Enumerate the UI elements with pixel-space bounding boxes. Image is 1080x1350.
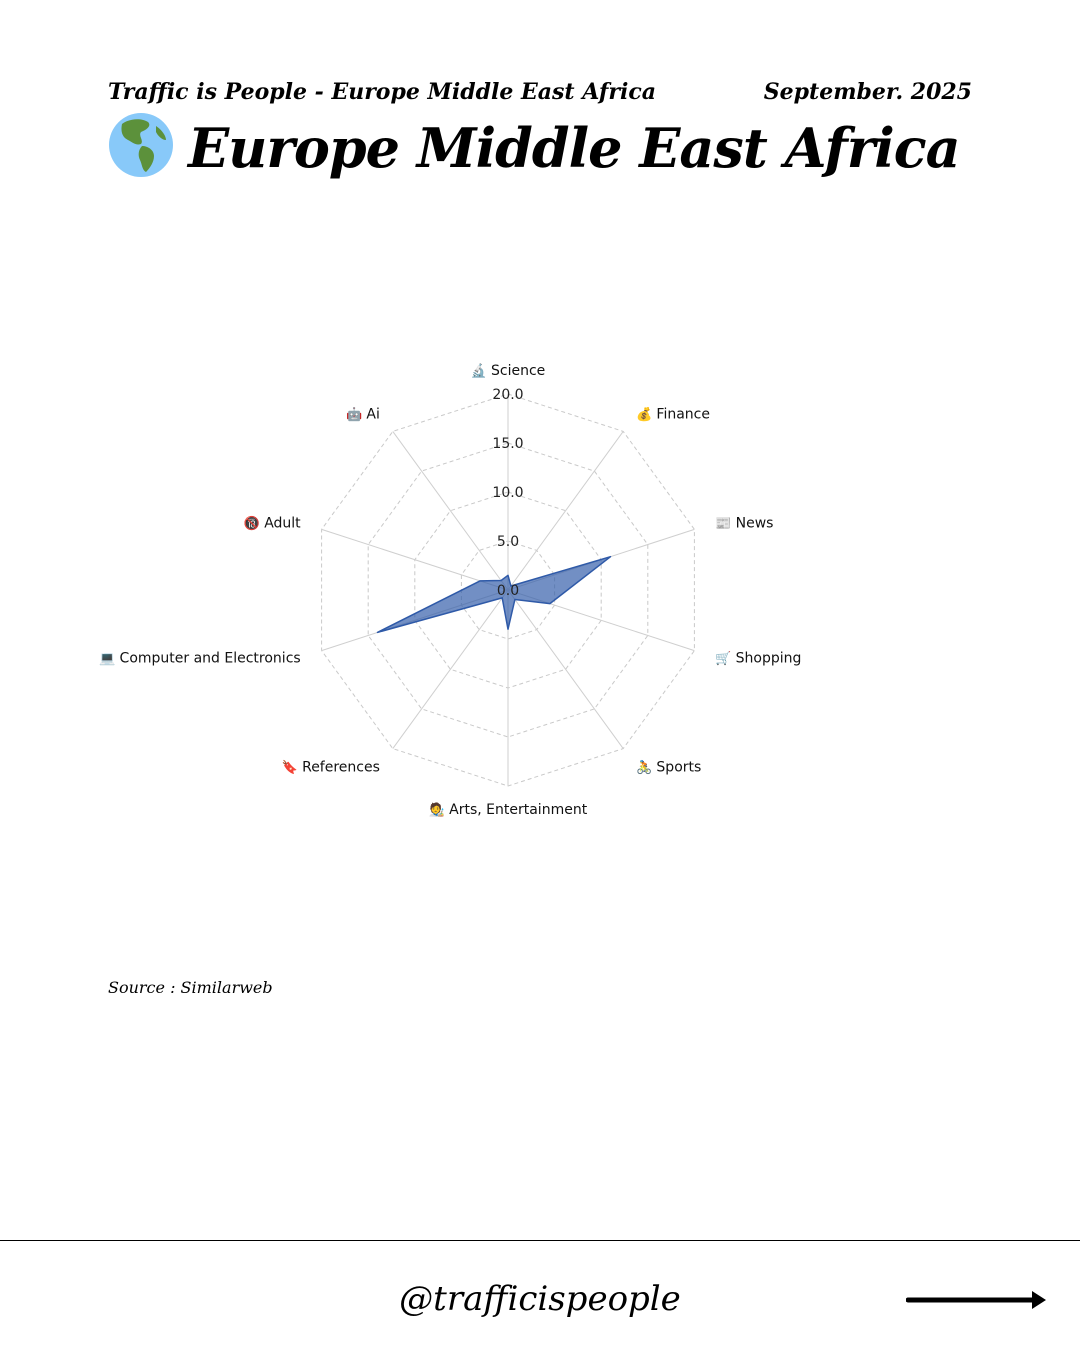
category-label xyxy=(99,650,300,666)
category-label xyxy=(715,650,801,666)
tick-label: 0.0 xyxy=(496,583,520,599)
category-label xyxy=(346,407,380,423)
category-label xyxy=(636,407,710,423)
radar-category-labels xyxy=(99,362,801,818)
category-label-text: Science xyxy=(491,363,546,379)
tick-label: 5.0 xyxy=(496,534,520,550)
microscope-icon: 🔬 xyxy=(470,364,492,379)
category-label-text: Arts, Entertainment xyxy=(449,802,588,818)
social-handle: @trafficispeople xyxy=(399,1279,681,1319)
sports-icon: 🚴 xyxy=(636,760,657,776)
footer-divider xyxy=(0,1240,1080,1241)
category-label xyxy=(471,362,546,379)
category-label-text: Computer and Electronics xyxy=(119,650,301,667)
newspaper-icon: 📰 xyxy=(715,516,736,532)
subtitle: Traffic is People - Europe Middle East Africa xyxy=(108,79,656,105)
date-label: September. 2025 xyxy=(763,79,972,105)
laptop-icon: 💻 xyxy=(99,651,120,667)
category-label-text: References xyxy=(302,759,380,776)
grid-spoke xyxy=(508,590,623,749)
tick-label: 10.0 xyxy=(492,485,524,501)
category-label xyxy=(244,516,301,532)
money-bag-icon: 💰 xyxy=(636,407,657,423)
category-label xyxy=(282,759,380,775)
page-title: Europe Middle East Africa xyxy=(188,116,960,180)
shopping-cart-icon: 🛒 xyxy=(715,651,736,667)
radar-series xyxy=(378,557,611,633)
source-note: Source : Similarweb xyxy=(108,978,273,997)
category-label xyxy=(429,801,588,818)
tick-label: 20.0 xyxy=(492,387,524,403)
category-label-text: Sports xyxy=(656,759,702,776)
category-label-text: News xyxy=(735,515,774,532)
arrow-right-icon[interactable] xyxy=(906,1288,1048,1312)
category-label-text: Shopping xyxy=(735,650,802,667)
category-label-text: Ai xyxy=(366,406,380,423)
grid-spoke xyxy=(393,590,508,749)
bookmark-icon: 🔖 xyxy=(281,760,303,776)
grid-spoke xyxy=(393,431,508,590)
category-label-text: Adult xyxy=(264,515,301,532)
tick-label: 15.0 xyxy=(492,436,524,452)
robot-icon: 🤖 xyxy=(346,407,367,423)
category-label xyxy=(715,516,773,532)
radar-series-area xyxy=(378,557,611,633)
artist-icon: 🧑‍🎨 xyxy=(428,803,450,818)
category-label-text: Finance xyxy=(656,406,710,423)
adult-18-icon: 🔞 xyxy=(243,516,265,532)
category-label xyxy=(636,759,701,775)
grid-spoke xyxy=(508,431,623,590)
